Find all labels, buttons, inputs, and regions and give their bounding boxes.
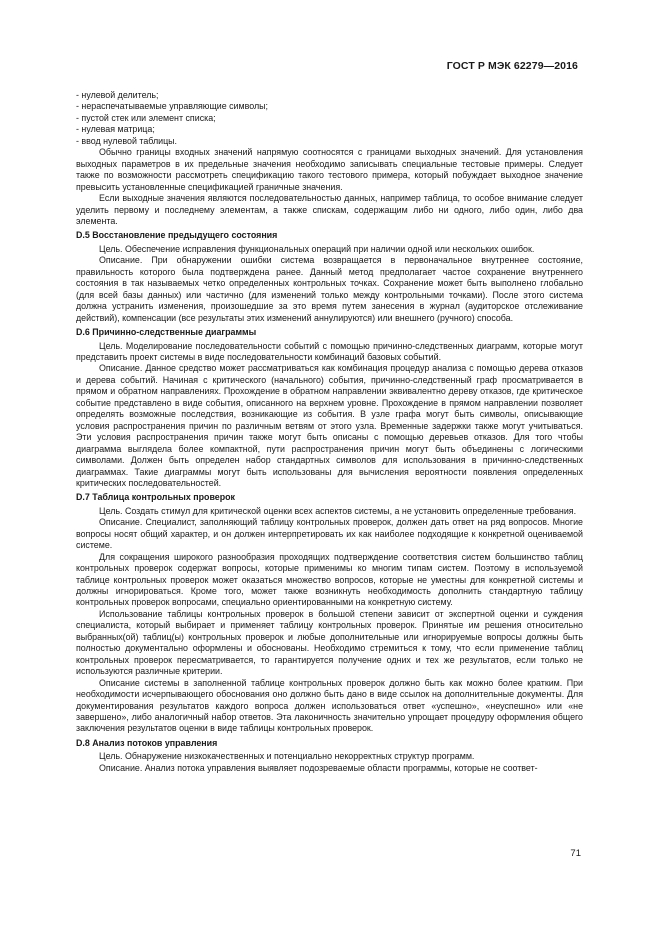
- page-content: [76, 90, 583, 774]
- paragraph: Описание. При обнаружении ошибки система возвращается в первоначальное внутреннее состояние, правильность которого была подтверждена ранее. Данный метод предполагает частое сохранение внутреннего состояния в так называемых четко определенных контрольных точках. Сохранение может быть выполнено глобально (для всей базы данных) или частично (для изменений только между контрольными точками). После этого система должна устранить изменения, произошедшие за это время путем занесения в журнал (аудиторское отслеживание действий), компенсации (все результаты этих изменений аннулируются) или внешнего (ручного) способа.: [76, 255, 583, 323]
- paragraph: Цель. Обеспечение исправления функциональных операций при наличии одной или нескольких ошибок.: [99, 243, 535, 254]
- list-item: - нулевой делитель;: [76, 90, 159, 100]
- paragraph: Цель. Создать стимул для критической оценки всех аспектов системы, а не установить определенные требования.: [99, 505, 577, 516]
- paragraph: Описание. Данное средство может рассматриваться как комбинация процедур анализа с помощью дерева отказов и дерева событий. Начиная с критического (начального) события, причинно-следственный граф просматривается в прямом и обратном направлениях. Прохождение в обратном направлении эквивалентно дереву отказов, где критическое событие представлено в виде события, описанного на верхнем уровне. Прохождение в прямом направлении позволяет определять возможные последствия, возникающие из события. В узле графа могут быть символы, описывающие условия распространения причин по различным ветвям от этого узла. Временные задержки также могут учитываться. Эти условия распространения причин также могут быть описаны с помощью деревьев отказов. Для того чтобы диаграмма выглядела более компактной, пути распространения причин могут быть объединены с логическими символами. Должен быть определен набор стандартных символов для использования в причинно-следственных диаграммах. Такие диаграммы могут быть использованы для вычисления вероятности появления определенных критических последовательностей.: [76, 363, 583, 488]
- paragraph: Цель. Обнаружение низкокачественных и потенциально некорректных структур программ.: [99, 751, 475, 762]
- paragraph: Обычно границы входных значений напрямую соотносятся с границами выходных значений. Для установления выходных параметров в их предельные значения необходимо записывать специальные тестовые примеры. Следует также по возможности рассмотреть спецификацию такого тестового примера, который побуждает выходное значение превысить установленные спецификацией граничные значения.: [76, 147, 583, 192]
- paragraph: Использование таблицы контрольных проверок в большой степени зависит от экспертной оценки и суждения специалиста, который выбирает и применяет таблицу контрольных проверок. Принятые им решения относительно выбранных(ой) таблиц(ы) контрольных проверок и любые дополнительные или игнорируемые вопросы должны быть полностью документально оформлены и обоснованы. Необходимо стремиться к тому, что если применение таблиц контрольных проверок пересматривается, то гарантируется получение одних и тех же результатов, если только не используются различные критерии.: [76, 608, 583, 677]
- standard-header: ГОСТ Р МЭК 62279—2016: [446, 60, 578, 72]
- paragraph: Цель. Моделирование последовательности событий с помощью причинно-следственных диаграмм, которые могут представить проект системы в виде последовательности комбинаций базовых событий.: [76, 340, 583, 362]
- list-item: - нулевая матрица;: [76, 124, 155, 135]
- list-item: - ввод нулевой таблицы.: [76, 135, 178, 146]
- paragraph: Описание. Специалист, заполняющий таблицу контрольных проверок, должен дать ответ на ряд вопросов. Многие вопросы носят общий характер, и он должен интерпретировать их как наиболее подходящие к конкретной оцениваемой системе.: [76, 517, 583, 551]
- section-heading-d5: D.5 Восстановление предыдущего состояния: [76, 230, 278, 241]
- list-item: - нераспечатываемые управляющие символы;: [76, 101, 268, 112]
- paragraph: Если выходные значения являются последовательностью данных, например таблица, то особое внимание следует уделить первому и последнему элементам, а также спискам, содержащим либо ни одного, либо один, либо два элемента.: [76, 193, 583, 226]
- section-heading-d8: D.8 Анализ потоков управления: [76, 737, 218, 748]
- paragraph: Описание системы в заполненной таблице контрольных проверок должно быть как можно более кратким. При необходимости исчерпывающего обоснования оно должно быть дано в виде ссылок на дополнительные документы. Для документирования результатов каждого вопроса должен использоваться ответ «успешно», «неуспешно» или «не завершено», либо аналогичный набор ответов. Эта лаконичность значительно упрощает процедуру оформления общего заключения результатов оценки в виде таблицы контрольных проверок.: [76, 677, 583, 734]
- paragraph: Для сокращения широкого разнообразия проходящих подтверждение соответствия систем большинство таблиц контрольных проверок содержат вопросы, которые применимы ко многим типам систем. Поэтому в используемой таблице контрольных проверок может оказаться множество вопросов, которые не уместны для конкретной системы и должны игнорироваться. Кроме того, может также возникнуть необходимость дополнить стандартную таблицу контрольных проверок вопросами, специально ориентированными на конкретную систему.: [76, 551, 583, 608]
- section-heading-d7: D.7 Таблица контрольных проверок: [76, 492, 236, 503]
- list-item: - пустой стек или элемент списка;: [76, 112, 216, 123]
- page-number: 71: [570, 848, 581, 859]
- paragraph: Описание. Анализ потока управления выявляет подозреваемые области программы, которые не соответ-: [99, 762, 538, 773]
- section-heading-d6: D.6 Причинно-следственные диаграммы: [76, 327, 257, 338]
